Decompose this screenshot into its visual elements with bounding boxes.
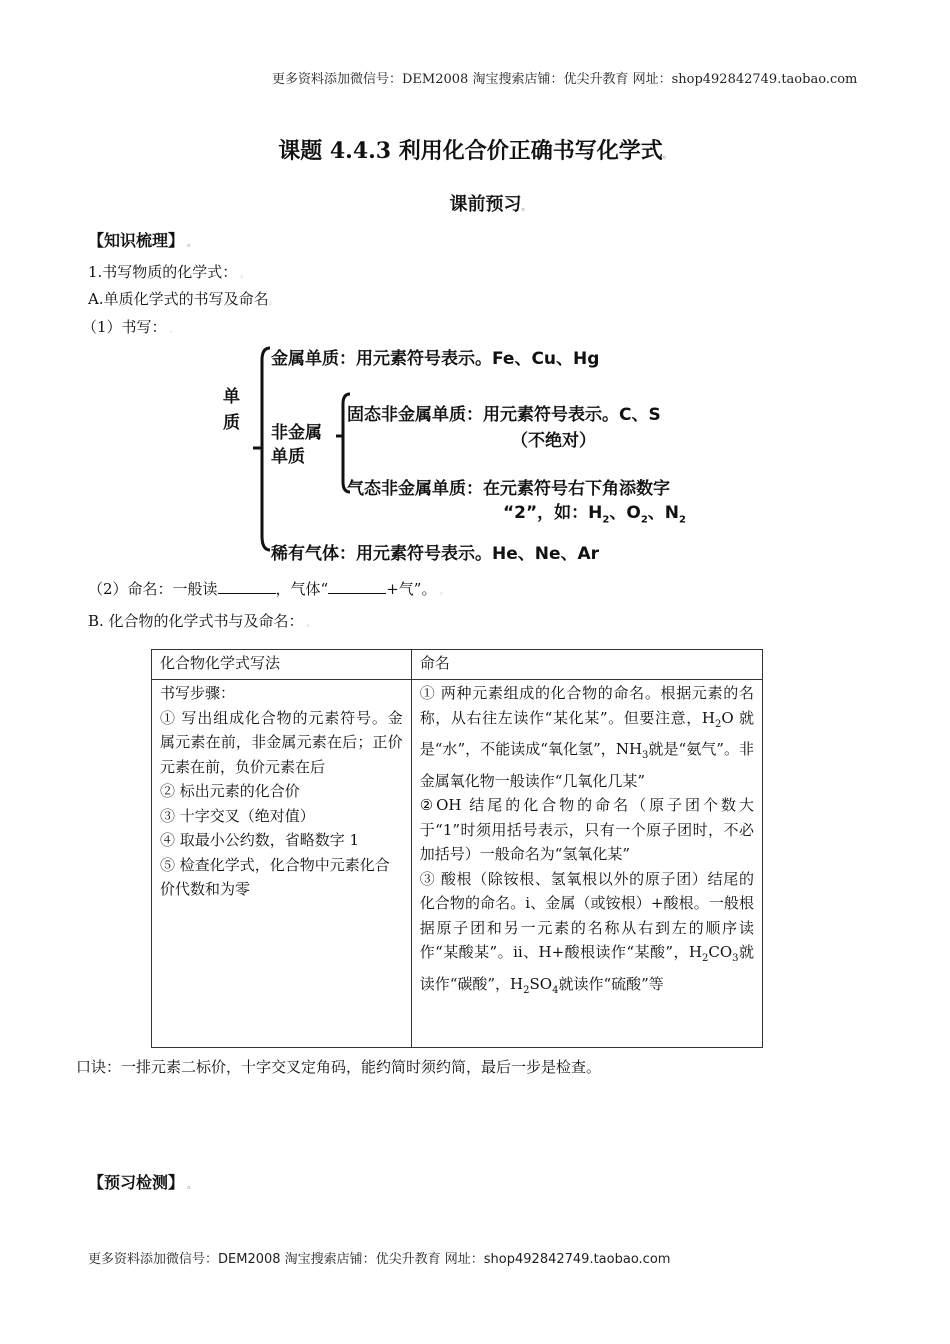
blank-2[interactable] — [328, 579, 386, 594]
section-preview-test: 【预习检测】 。 — [88, 1173, 197, 1192]
item-a1: （1）书写： 。 — [82, 318, 179, 336]
step-intro: 书写步骤： — [160, 684, 236, 702]
solid-nonmetal-note: （不绝对） — [511, 431, 596, 451]
item-b: B. 化合物的化学式书与及命名： 。 — [88, 612, 316, 630]
table-body-row — [152, 680, 763, 1048]
section-knowledge: 【知识梳理】 。 — [88, 231, 197, 250]
page-title: 课题 4.4.3 利用化合价正确书写化学式。 — [278, 138, 672, 164]
nonmetal-label-2: 单质 — [271, 447, 305, 467]
step-1: ① 写出组成化合物的元素符号。金属元素在前，非金属元素在后；正价元素在前，负价元素在后 — [160, 708, 403, 776]
item-1: 1.书写物质的化学式： 。 — [88, 263, 250, 281]
compound-table — [151, 649, 763, 1048]
step-3: ③ 十字交叉（绝对值） — [160, 806, 315, 825]
rule-3: ③ 酸根（除铵根、氢氧根以外的原子团）结尾的化合物的命名。ⅰ、金属（或铵根）+酸根。一般根据原子团和另一元素的名称从右到左的顺序读作“某酸某”。ⅱ、H+酸根读作“某酸”，$H_2CO_3$就读作“碳酸”，$H_2SO_4$就读作“硫酸”等 — [419, 869, 754, 996]
main-brace — [262, 348, 270, 550]
solid-nonmetal-line: 固态非金属单质：用元素符号表示。C、S — [347, 405, 661, 425]
root-label-2: 质 — [223, 413, 240, 433]
gas-nonmetal-examples: “2”，如：$H_2$、$O_2$、$N_2$ — [503, 503, 686, 526]
naming-rules-cell — [411, 680, 762, 1048]
mnemonic: 口诀：一排元素二标价，十字交叉定角码，能约简时须约简，最后一步是检查。 — [76, 1058, 602, 1076]
step-2: ② 标出元素的化合价 — [160, 782, 300, 800]
header-right: 命名 — [411, 650, 762, 680]
page-footer: 更多资料添加微信号：DEM2008 淘宝搜索店铺：优尖升教育 网址：shop492842749.taobao.com — [88, 1252, 671, 1267]
item-a: A.单质化学式的书写及命名。 — [88, 290, 278, 308]
page-header: 更多资料添加微信号：DEM2008 淘宝搜索店铺：优尖升教育 网址：shop492842749.taobao.com — [272, 72, 858, 87]
rule-2: ②OH 结尾的化合物的命名（原子团个数大于“1”时须用括号表示，只有一个原子团时，不必加括号）一般命名为“氢氧化某” — [419, 796, 754, 863]
rule-1: ① 两种元素组成的化合物的命名。根据元素的名称，从右往左读作“某化某”。但要注意，$H_2O$ 就是“水”，不能读成“氧化氢”，$NH_3$就是“氨气”。非金属氧化物一般读作“几氧化几某” — [419, 684, 754, 790]
header-left: 化合物化学式写法 — [152, 650, 412, 680]
page-subtitle: 课前预习。 — [449, 194, 531, 215]
step-5: ⑤ 检查化学式，化合物中元素化合价代数和为零 — [160, 855, 390, 898]
nonmetal-label-1: 非金属 — [271, 423, 322, 443]
gas-nonmetal-line: 气态非金属单质：在元素符号右下角添数字 — [347, 479, 670, 499]
metal-element-line: 金属单质：用元素符号表示。Fe、Cu、Hg — [271, 349, 600, 369]
table-header-row — [152, 650, 763, 680]
step-4: ④ 取最小公约数，省略数字 1 — [160, 831, 360, 849]
noble-gas-line: 稀有气体：用元素符号表示。He、Ne、Ar — [271, 544, 600, 564]
naming-line: （2）命名：一般读 ，气体“ +气”。 。 — [88, 580, 449, 598]
blank-1[interactable] — [218, 579, 276, 594]
element-classification-diagram — [215, 338, 755, 570]
root-label-1: 单 — [223, 387, 240, 407]
writing-steps-cell — [152, 680, 412, 1048]
